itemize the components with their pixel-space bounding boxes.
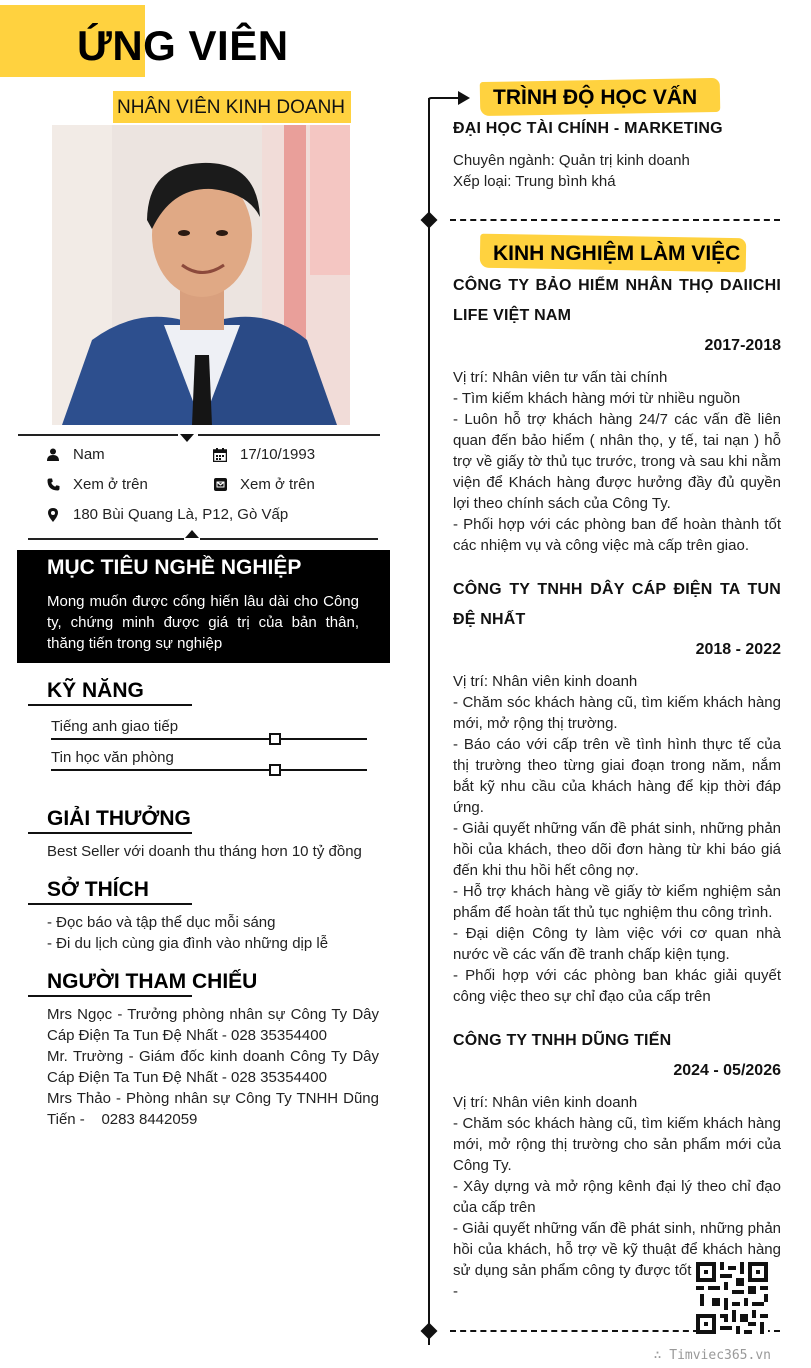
hobbies-title-rule xyxy=(28,903,192,905)
skill-level-marker xyxy=(269,764,281,776)
job-company: CÔNG TY TNHH DŨNG TIẾN xyxy=(453,1032,672,1049)
education-major: Chuyên ngành: Quản trị kinh doanh xyxy=(453,152,690,169)
qr-code-icon xyxy=(696,1262,768,1334)
job-description: Vị trí: Nhân viên tư vấn tài chính - Tìm kiếm khách hàng mới từ nhiều nguồn - Luôn hỗ trợ khách hàng 24/7 các vấn đề liên quan đến bảo hiểm ( nhân thọ, y tế, tai nạn ) hỗ trợ về giấy tờ thủ tục trước, trong và sau khi nằm viện để Khách hàng được hưởng đầy đủ quyền lợi theo chính sách của Công Ty. - Phối hợp với các phòng ban để hoàn thành tốt các nhiệm vụ và công việc mà cấp trên giao. xyxy=(453,369,781,554)
address-row xyxy=(45,506,288,523)
career-objective-section xyxy=(17,550,390,663)
phone-row xyxy=(45,476,148,493)
skill-level-marker xyxy=(269,733,281,745)
info-divider-bottom-left xyxy=(28,538,184,540)
award-text: Best Seller với doanh thu tháng hơn 10 tỷ đồng xyxy=(47,843,362,860)
awards-title: GIẢI THƯỞNG xyxy=(47,807,191,830)
email-row xyxy=(212,476,315,493)
job-period: 2024 - 05/2026 xyxy=(673,1062,781,1079)
objective-text: Mong muốn được cống hiến lâu dài cho Công ty, chứng minh được giá trị của bản thân, thăng tiến trong sự nghiệp xyxy=(47,593,359,652)
reference-item: Mrs Ngọc - Trưởng phòng nhân sự Công Ty Dây Cáp Điện Ta Tun Đệ Nhất - 028 35354400 xyxy=(47,1006,379,1044)
section-dashed-divider xyxy=(450,219,780,221)
job-description: Vị trí: Nhân viên kinh doanh - Chăm sóc khách hàng cũ, tìm kiếm khách hàng mới, mở rộng thị trường cho sản phẩm mới của Công Ty. - Xây dựng và mở rộng kênh đại lý theo chỉ đạo của cấp trên - Giải quyết những vấn đề phát sinh, những phản hồi của khách, hỗ trợ về kỹ thuật để khách hàng sử dụng sản phẩm công ty được tốt - xyxy=(453,1094,781,1300)
experience-title: KINH NGHIỆM LÀM VIỆC xyxy=(493,242,741,265)
divider-arrow-down xyxy=(180,434,194,442)
references-title: NGƯỜI THAM CHIẾU xyxy=(47,970,258,993)
info-divider-bottom-right xyxy=(200,538,378,540)
job-description: Vị trí: Nhân viên kinh doanh - Chăm sóc khách hàng cũ, tìm kiếm khách hàng mới, mở rộng thị trường. - Báo cáo với cấp trên về tình hình thực tế của thị trường theo từng giai đoạn trong năm, nắm bắt kỹ nhu cầu của khách hàng để kịp thời đáp ứng. - Giải quyết những vấn đề phát sinh, những phản hồi của khách, theo dõi đơn hàng từ khi báo giá đến khi thu hồi hết công nợ. - Hỗ trợ khách hàng về giấy tờ kiểm nghiệm sản phẩm để hoàn tất thủ tục nghiệm thu công trình. - Đại diện Công ty làm việc với cơ quan nhà nước về các vấn đề tranh chấp kiện tụng. - Phối hợp với các phòng ban khác giải quyết công việc theo sự chỉ đạo của cấp trên xyxy=(453,673,781,1005)
objective-title: MỤC TIÊU NGHỀ NGHIỆP xyxy=(47,556,302,579)
email-icon xyxy=(212,477,228,493)
job-title: NHÂN VIÊN KINH DOANH xyxy=(113,91,351,123)
email-value: Xem ở trên xyxy=(240,476,315,493)
job-period: 2018 - 2022 xyxy=(695,641,781,658)
job-period: 2017-2018 xyxy=(704,337,781,354)
watermark: ∴ Timviec365.vn xyxy=(653,1348,771,1363)
location-pin-icon xyxy=(45,507,61,523)
phone-value: Xem ở trên xyxy=(73,476,148,493)
timeline-diamond xyxy=(421,212,438,229)
dob-row xyxy=(212,446,315,463)
reference-item: Mrs Thảo - Phòng nhân sự Công Ty TNHH Dũng Tiến - 0283 8442059 xyxy=(47,1090,383,1128)
skill-label: Tin học văn phòng xyxy=(51,749,174,766)
skill-bar xyxy=(51,769,367,771)
hobby-item: - Đọc báo và tập thể dục mỗi sáng xyxy=(47,914,276,931)
hobbies-title: SỞ THÍCH xyxy=(47,878,149,901)
profile-photo xyxy=(52,125,350,425)
job-company: CÔNG TY BẢO HIỂM NHÂN THỌ DAIICHI LIFE VIỆT NAM xyxy=(453,277,781,324)
calendar-icon xyxy=(212,447,228,463)
divider-arrow-up xyxy=(185,530,199,538)
gender-row xyxy=(45,446,105,463)
skill-label: Tiếng anh giao tiếp xyxy=(51,718,179,735)
hobby-item: - Đi du lịch cùng gia đình vào những dịp lễ xyxy=(47,935,329,952)
skills-title: KỸ NĂNG xyxy=(47,679,144,702)
education-grade: Xếp loại: Trung bình khá xyxy=(453,173,616,190)
info-divider-top-left xyxy=(18,434,178,436)
candidate-name: ỨNG VIÊN xyxy=(77,22,289,69)
address-value: 180 Bùi Quang Là, P12, Gò Vấp xyxy=(73,506,289,523)
dob-value: 17/10/1993 xyxy=(240,446,316,463)
references-title-rule xyxy=(28,995,192,997)
awards-title-rule xyxy=(28,832,192,834)
timeline-diamond xyxy=(421,1323,438,1340)
timeline-line xyxy=(428,98,430,1345)
info-divider-top-right xyxy=(198,434,380,436)
job-company: CÔNG TY TNHH DÂY CÁP ĐIỆN TA TUN ĐỆ NHẤT xyxy=(453,581,781,628)
reference-item: Mr. Trường - Giám đốc kinh doanh Công Ty Dây Cáp Điện Ta Tun Đệ Nhất - 028 35354400 xyxy=(47,1048,379,1086)
skills-title-rule xyxy=(28,704,192,706)
skill-bar xyxy=(51,738,367,740)
phone-icon xyxy=(45,477,61,493)
gender-value: Nam xyxy=(73,446,105,463)
school-name: ĐẠI HỌC TÀI CHÍNH - MARKETING xyxy=(453,120,723,137)
arrow-right-icon xyxy=(428,88,472,108)
user-icon xyxy=(45,447,61,463)
education-title: TRÌNH ĐỘ HỌC VẤN xyxy=(493,86,698,109)
